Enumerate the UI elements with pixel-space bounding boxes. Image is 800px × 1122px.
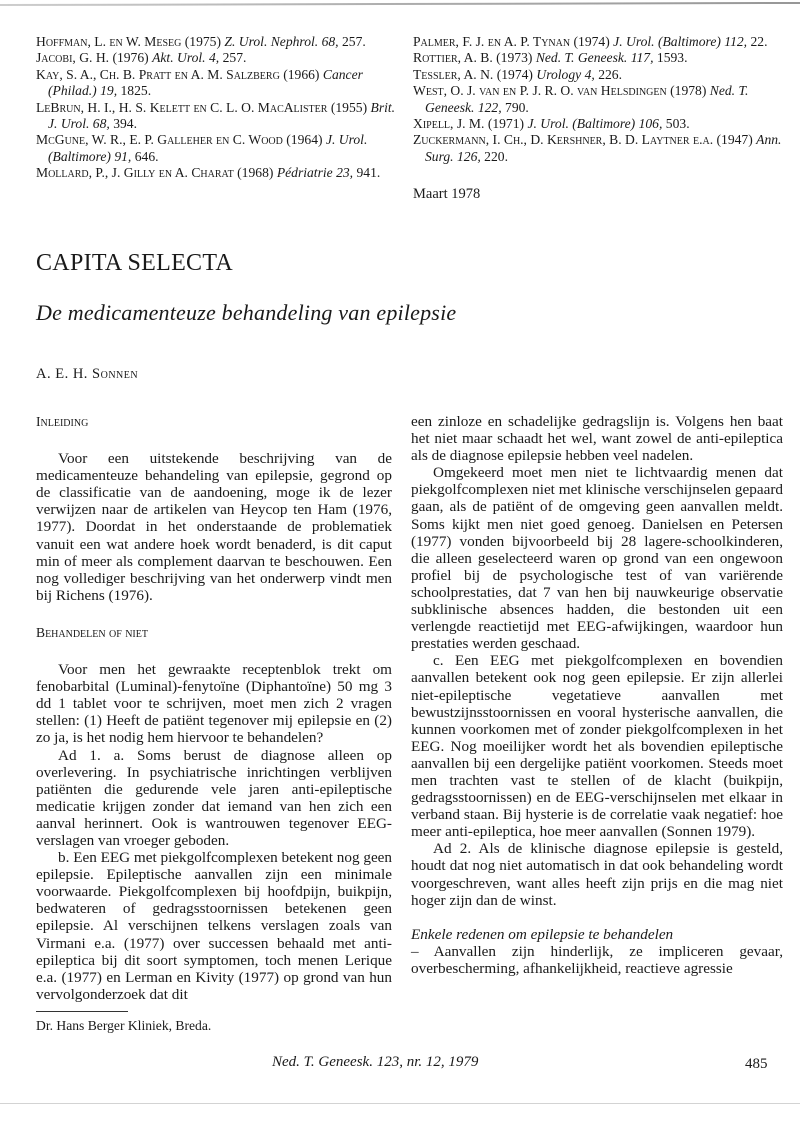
reference-item: Tessler, A. N. (1974) Urology 4, 226. [413, 66, 622, 82]
paragraph-ad1b: b. Een EEG met piekgolfcomplexen betekent nog geen epilepsie. Epileptische aanvallen zijn een minimale voorwaarde. Piekgolfcomplexen bij hoofdpijn, buikpijn, bedwateren of gedragsstoornissen betekenen geen epilepsie. Al verschijnen telkens verslagen zoals van Virmani e.a. (1977) over successen behaald met anti-epileptica bij dit soort symptomen, toch menen Lerique e.a. (1977) en Lerman en Kivity (1977) op grond van hun vervolgonderzoek dat dit [36, 849, 393, 1003]
heading-introduction: Inleiding [36, 414, 89, 429]
reference-item: Jacobi, G. H. (1976) Akt. Urol. 4, 257. [36, 50, 247, 66]
list-item-reason: – Aanvallen zijn hinderlijk, ze impliceren gevaar, overbescherming, afhankelijkheid, reactieve agressie [411, 942, 783, 977]
heading-treat-or-not: Behandelen of niet [36, 624, 148, 640]
reference-item: Kay, S. A., Ch. B. Pratt en A. M. Salzberg (1966) Cancer (Philad.) 19, 1825. [36, 66, 363, 99]
scan-edge-bottom [0, 1103, 800, 1104]
reference-item: Rottier, A. B. (1973) Ned. T. Geneesk. 117, 1593. [413, 50, 688, 66]
paragraph-ad1b-continued: een zinloze en schadelijke gedragslijn is. Volgens hen baat het niet maar schaadt het wel, want zowel de anti-epileptica als de diagnose epilepsie hebben veel nadelen. [411, 413, 783, 465]
footnote-affiliation: Dr. Hans Berger Kliniek, Breda. [36, 1018, 212, 1033]
previous-article-date: Maart 1978 [413, 186, 481, 202]
references-right [413, 34, 785, 165]
body-column-right [411, 413, 783, 977]
reference-item: West, O. J. van en P. J. R. O. van Helsdingen (1978) Ned. T. Geneesk. 122, 790. [413, 83, 749, 115]
paragraph-ad1a: Ad 1. a. Soms berust de diagnose alleen op overlevering. In psychiatrische inrichtingen verblijven patiënten die gedurende vele jaren anti-epileptische medicatie krijgen zonder dat iemand van hen zich een aanval herinnert. Ook is wantrouwen tegenover EEG-verslagen van vroeger geboden. [36, 746, 392, 849]
reference-item: Xipell, J. M. (1971) J. Urol. (Baltimore) 106, 503. [413, 116, 690, 132]
reference-item: Hoffman, L. en W. Meseg (1975) Z. Urol. Nephrol. 68, 257. [36, 34, 366, 49]
footnote-rule [36, 1011, 128, 1012]
author: A. E. H. Sonnen [36, 366, 139, 382]
paragraph-ad1c: c. Een EEG met piekgolfcomplexen en bovendien aanvallen betekent ook nog geen epilepsie. Er zijn allerlei niet-epileptische vegetatieve aanvallen met bewustzijnsstoornissen en vooral hysterische aanvallen, die kunnen voorkomen met of zonder piekgolfcomplexen in het EEG. Nog moeilijker wordt het als bovendien epileptische aanvallen bij een dergelijke patiënt voorkomen. Steeds moet men trachten vast te stellen of de klacht (buikpijn, gedragsstoornissen) en de EEG-verschijnselen met elkaar in verband staan. Bij hysterie is de correlatie vaak negatief: hoe meer anti-epileptica, hoe meer aanvallen (Sonnen 1979). [411, 652, 783, 841]
paragraph-treat: Voor men het gewraakte receptenblok trekt om fenobarbital (Luminal)-fenytoïne (Diphantoïne) 50 mg 3 dd 1 tablet voor te schrijven, moet men zich 2 vragen stellen: (1) Heeft de patiënt tegenover mij epilepsie en (2) zo ja, is het nodig hem hiervoor te behandelen? [36, 661, 392, 747]
paragraph-omgekeerd: Omgekeerd moet men niet te lichtvaardig menen dat piekgolfcomplexen niet met klinische verschijnselen gepaard gaan, als de patiënt of de omgeving geen aanvallen meldt. Soms kijkt men niet goed genoeg. Danielsen en Petersen (1977) vonden bijvoorbeeld bij 28 lagere-schoolkinderen, die alleen geselecteerd waren op grond van een ongewoon profiel bij de psychologische test of van variërende schoolprestaties, dat 7 van hen bij nauwkeurige observatie subklinische absences hadden, die bestonden uit een verlengde reactietijd met EEG-afwijkingen, waardoor hun prestaties werden geschaad. [411, 464, 783, 653]
page-number: 485 [745, 1056, 768, 1072]
body-column-left [36, 413, 392, 1003]
paragraph-ad2: Ad 2. Als de klinische diagnose epilepsie is gesteld, houdt dat nog niet automatisch in dat ook behandeling wordt voorgeschreven, want alles heeft zijn prijs en die mag niet hoger zijn dan de winst. [411, 840, 783, 909]
paragraph-intro: Voor een uitstekende beschrijving van de medicamenteuze behandeling van epilepsie, gegrond op de classificatie van de aandoening, moge ik de lezer verwijzen naar de artikelen van Heycop ten Ham (1976, 1977). Doordat in het onderstaande de problematiek vanuit een wat andere hoek wordt benaderd, is dit caput min of meer als complement daarvan te beschouwen. Een nog vollediger beschrijving van het onderwerp vindt men bij Richens (1976). [36, 450, 392, 604]
article-title: De medicamenteuze behandeling van epilepsie [36, 300, 457, 325]
running-footer: Ned. T. Geneesk. 123, nr. 12, 1979 [272, 1054, 479, 1070]
reference-item: Mollard, P., J. Gilly en A. Charat (1968) Pédriatrie 23, 941. [36, 165, 381, 181]
section-title: CAPITA SELECTA [36, 250, 234, 276]
heading-reasons: Enkele redenen om epilepsie te behandelen [411, 925, 674, 943]
reference-item: Zuckermann, I. Ch., D. Kershner, B. D. Laytner e.a. (1947) Ann. Surg. 126, 220. [413, 132, 782, 164]
reference-item: McGune, W. R., E. P. Galleher en C. Wood (1964) J. Urol. (Baltimore) 91, 646. [36, 132, 368, 164]
reference-item: Palmer, F. J. en A. P. Tynan (1974) J. Urol. (Baltimore) 112, 22. [413, 34, 768, 49]
reference-item: LeBrun, H. I., H. S. Kelett en C. L. O. MacAlister (1955) Brit. J. Urol. 68, 394. [36, 99, 396, 132]
scan-edge-top [0, 2, 800, 6]
references-left [36, 34, 396, 182]
